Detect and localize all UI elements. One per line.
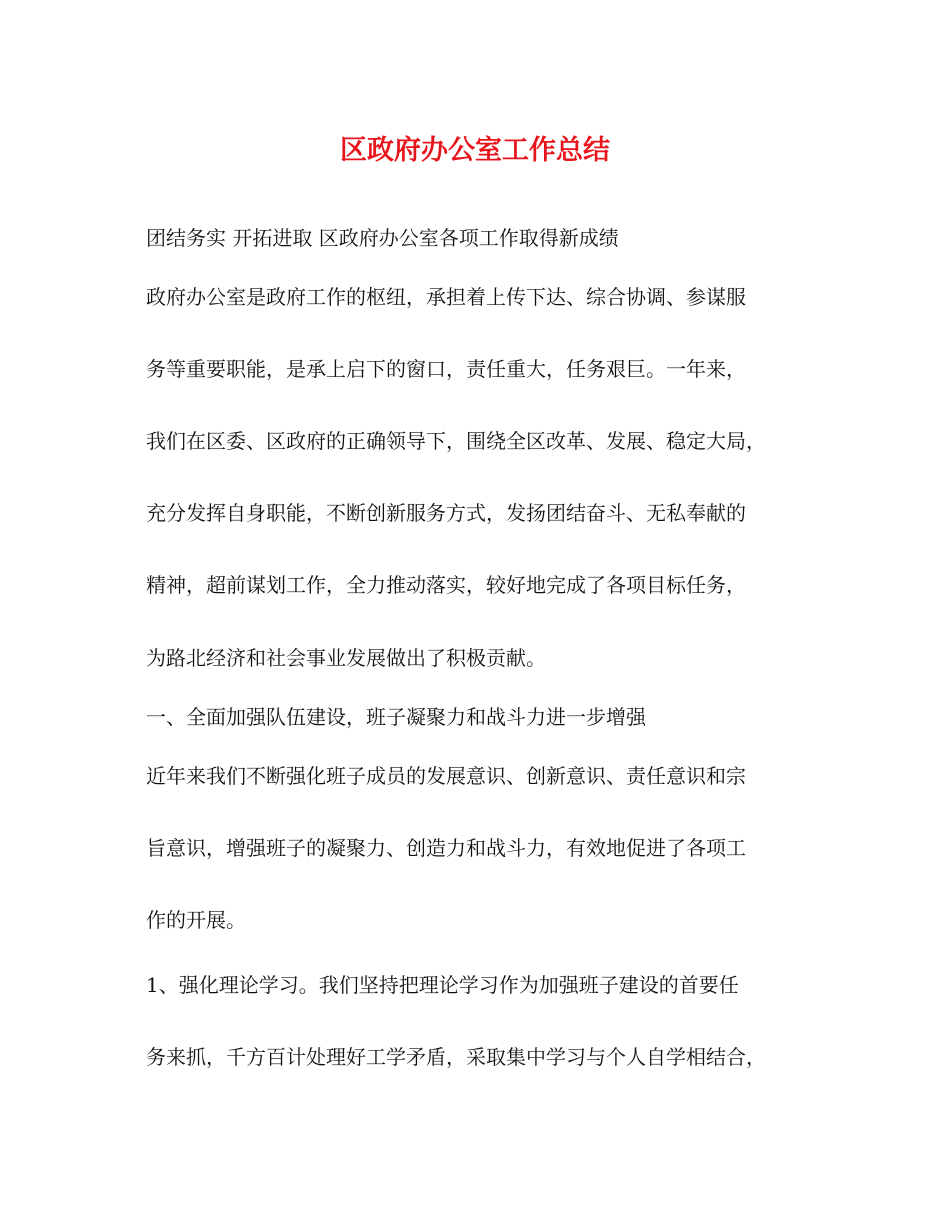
section-heading: 一、全面加强队伍建设，班子凝聚力和战斗力进一步增强	[146, 705, 646, 729]
paragraph-line: 为路北经济和社会事业发展做出了积极贡献。	[146, 646, 546, 670]
paragraph-line: 1、强化理论学习。我们坚持把理论学习作为加强班子建设的首要任	[146, 973, 739, 997]
paragraph-line: 近年来我们不断强化班子成员的发展意识、创新意识、责任意识和宗	[146, 764, 746, 788]
paragraph-line: 作的开展。	[146, 908, 246, 932]
paragraph-line: 我们在区委、区政府的正确领导下，围绕全区改革、发展、稳定大局，	[146, 429, 766, 453]
paragraph-line: 精神，超前谋划工作，全力推动落实，较好地完成了各项目标任务，	[146, 573, 746, 597]
paragraph-line: 务来抓，千方百计处理好工学矛盾，采取集中学习与个人自学相结合，	[146, 1045, 766, 1069]
subtitle-line: 团结务实 开拓进取 区政府办公室各项工作取得新成绩	[146, 226, 619, 250]
paragraph-line: 务等重要职能，是承上启下的窗口，责任重大，任务艰巨。一年来，	[146, 357, 746, 381]
paragraph-line: 旨意识，增强班子的凝聚力、创造力和战斗力，有效地促进了各项工	[146, 836, 746, 860]
document-title: 区政府办公室工作总结	[340, 135, 610, 166]
paragraph-line: 充分发挥自身职能，不断创新服务方式，发扬团结奋斗、无私奉献的	[146, 501, 746, 525]
paragraph-line: 政府办公室是政府工作的枢纽，承担着上传下达、综合协调、参谋服	[146, 285, 746, 309]
